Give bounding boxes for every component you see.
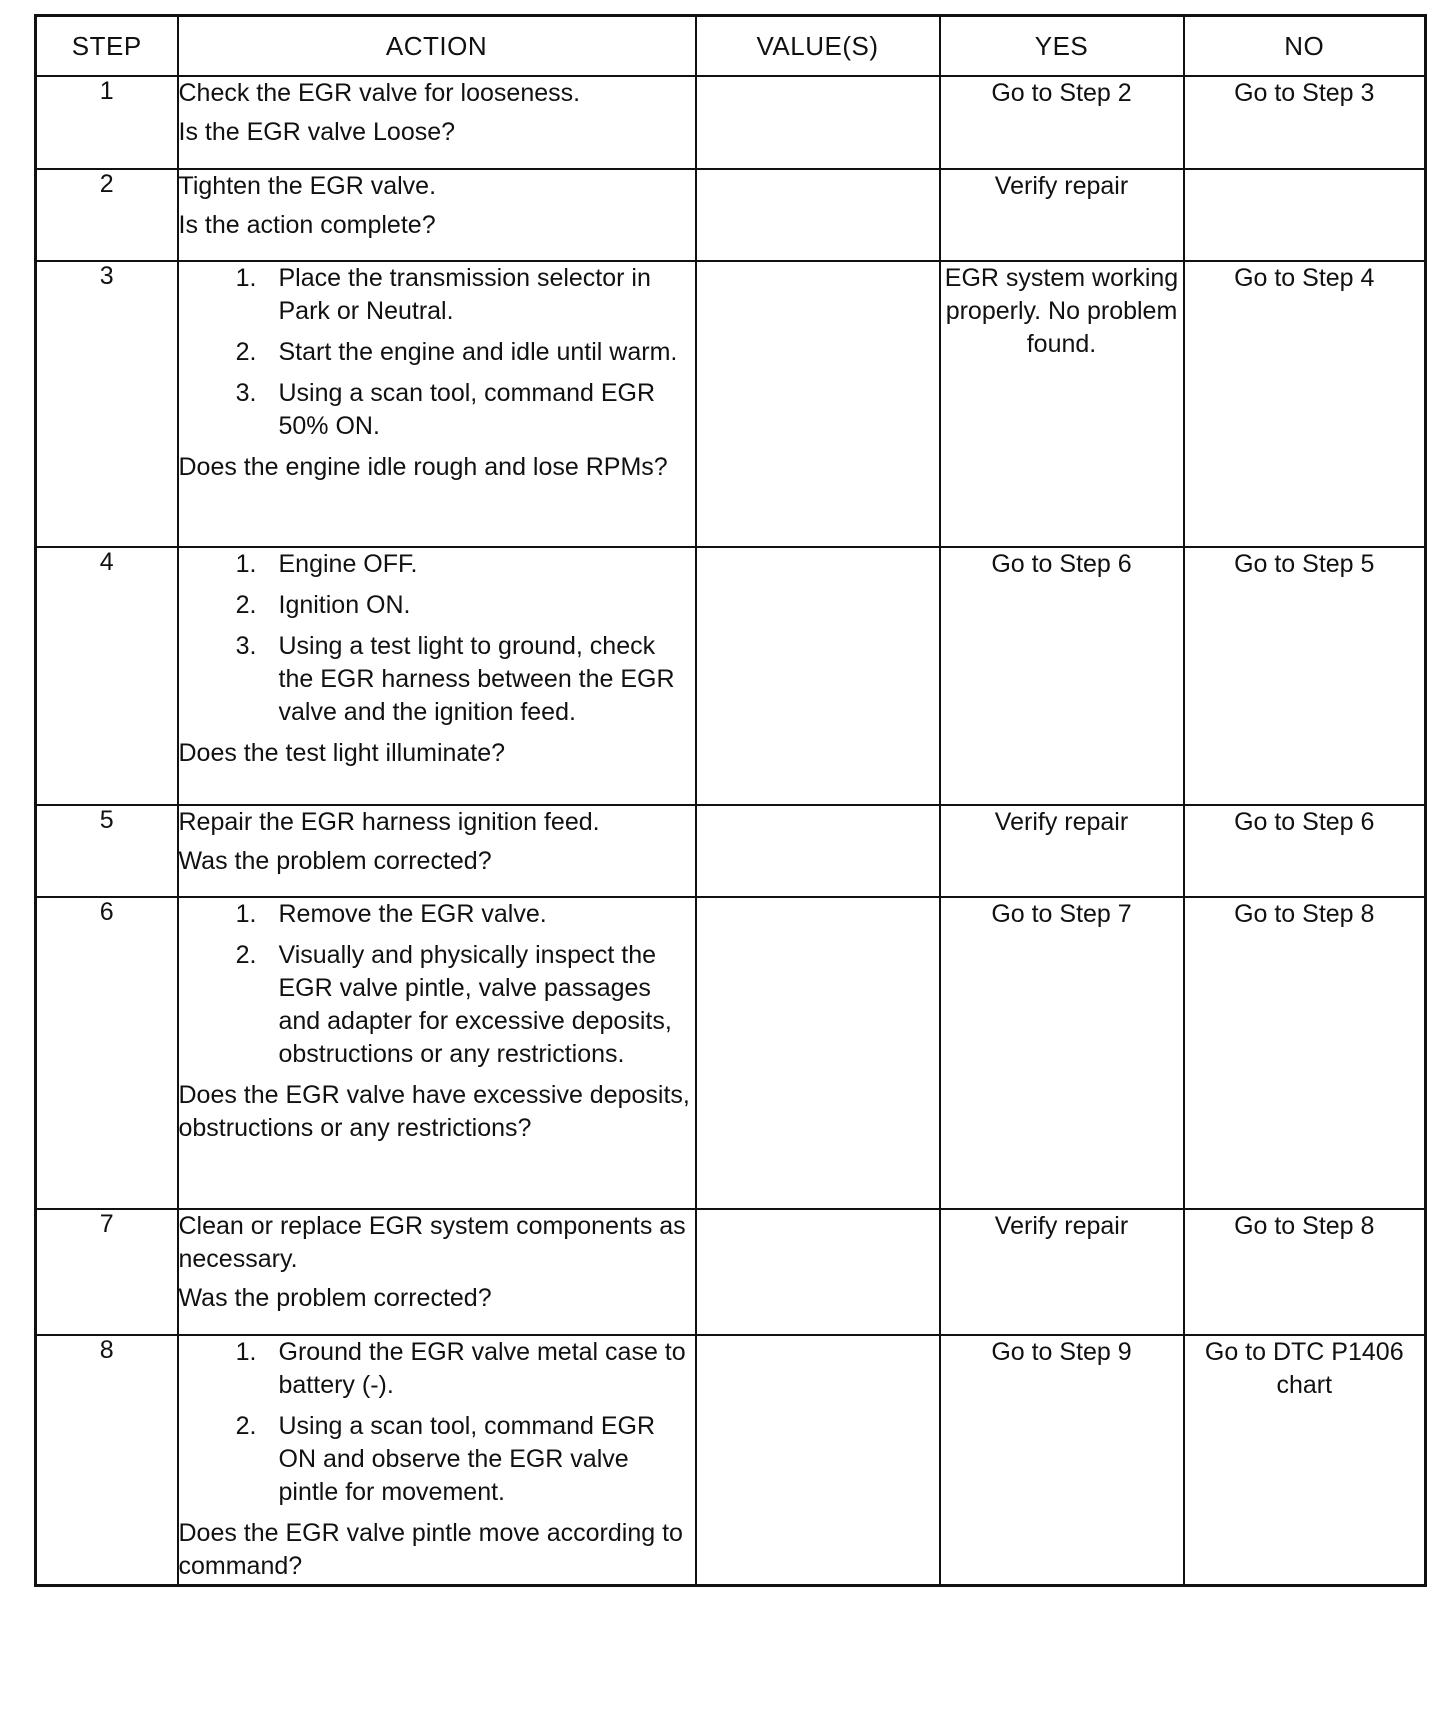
step-number: 7 — [36, 1209, 178, 1335]
substep-text: Remove the EGR valve. — [278, 900, 547, 928]
value-cell — [696, 169, 940, 261]
substep-list — [179, 548, 695, 729]
step-number: 6 — [36, 897, 178, 1209]
substep-text: Engine OFF. — [278, 550, 418, 578]
no-cell: Go to Step 4 — [1184, 261, 1426, 547]
list-item — [179, 1336, 695, 1402]
substep-number: 1. — [235, 1338, 257, 1366]
yes-cell: EGR system working properly. No problem found. — [940, 261, 1184, 547]
yes-cell: Go to Step 2 — [940, 76, 1184, 169]
action-cell — [178, 261, 696, 547]
list-item — [179, 548, 695, 581]
list-item — [179, 262, 695, 328]
list-item — [179, 630, 695, 729]
action-cell — [178, 547, 696, 805]
no-cell: Go to Step 3 — [1184, 76, 1426, 169]
action-text: Check the EGR valve for looseness. — [178, 79, 581, 107]
action-cell — [178, 76, 696, 169]
substep-number: 2. — [235, 591, 257, 619]
list-item — [179, 377, 695, 443]
yes-cell: Verify repair — [940, 169, 1184, 261]
no-cell: Go to Step 8 — [1184, 897, 1426, 1209]
value-cell — [696, 1209, 940, 1335]
action-question: Is the EGR valve Loose? — [178, 118, 456, 146]
header-step: STEP — [36, 16, 178, 77]
list-item — [179, 1410, 695, 1509]
action-question: Was the problem corrected? — [178, 1284, 492, 1312]
action-question: Was the problem corrected? — [178, 847, 492, 875]
no-cell: Go to Step 6 — [1184, 805, 1426, 897]
substep-text: Place the transmission selector in Park or Neutral. — [278, 264, 651, 325]
no-cell: Go to Step 5 — [1184, 547, 1426, 805]
step-number: 5 — [36, 805, 178, 897]
action-question: Does the engine idle rough and lose RPMs? — [178, 453, 668, 481]
table-row — [36, 261, 1426, 547]
action-question: Does the EGR valve pintle move according to command? — [178, 1519, 683, 1580]
table-row — [36, 805, 1426, 897]
table-row — [36, 897, 1426, 1209]
header-no: NO — [1184, 16, 1426, 77]
action-cell — [178, 1209, 696, 1335]
list-item — [179, 939, 695, 1071]
action-text: Clean or replace EGR system components as necessary. — [178, 1212, 686, 1273]
substep-text: Ignition ON. — [278, 591, 411, 619]
table-row — [36, 169, 1426, 261]
substep-number: 3. — [235, 632, 257, 660]
step-number: 1 — [36, 76, 178, 169]
table-row — [36, 1209, 1426, 1335]
action-text: Repair the EGR harness ignition feed. — [178, 808, 600, 836]
value-cell — [696, 261, 940, 547]
no-cell: Go to Step 8 — [1184, 1209, 1426, 1335]
header-yes: YES — [940, 16, 1184, 77]
no-cell: Go to DTC P1406 chart — [1184, 1335, 1426, 1585]
header-row — [36, 16, 1426, 77]
table-row — [36, 1335, 1426, 1585]
action-question: Does the EGR valve have excessive deposits, obstructions or any restrictions? — [178, 1081, 690, 1142]
step-number: 3 — [36, 261, 178, 547]
yes-cell: Go to Step 6 — [940, 547, 1184, 805]
action-question: Is the action complete? — [178, 211, 436, 239]
substep-list — [179, 898, 695, 1071]
table-row — [36, 547, 1426, 805]
yes-cell: Go to Step 7 — [940, 897, 1184, 1209]
step-number: 2 — [36, 169, 178, 261]
yes-cell: Verify repair — [940, 1209, 1184, 1335]
list-item — [179, 336, 695, 369]
value-cell — [696, 1335, 940, 1585]
list-item — [179, 898, 695, 931]
yes-cell: Verify repair — [940, 805, 1184, 897]
substep-list — [179, 1336, 695, 1509]
header-values: VALUE(S) — [696, 16, 940, 77]
substep-number: 3. — [235, 379, 257, 407]
action-question: Does the test light illuminate? — [178, 739, 506, 767]
table-row — [36, 76, 1426, 169]
substep-list — [179, 262, 695, 443]
action-cell — [178, 897, 696, 1209]
substep-number: 1. — [235, 900, 257, 928]
diagnostic-table — [34, 14, 1427, 1587]
action-cell — [178, 1335, 696, 1585]
substep-number: 2. — [235, 941, 257, 969]
substep-number: 2. — [235, 1412, 257, 1440]
action-cell — [178, 805, 696, 897]
substep-number: 1. — [235, 550, 257, 578]
action-text: Tighten the EGR valve. — [178, 172, 437, 200]
yes-cell: Go to Step 9 — [940, 1335, 1184, 1585]
step-number: 8 — [36, 1335, 178, 1585]
value-cell — [696, 897, 940, 1209]
value-cell — [696, 76, 940, 169]
substep-text: Ground the EGR valve metal case to battery (-). — [278, 1338, 686, 1399]
substep-text: Start the engine and idle until warm. — [278, 338, 678, 366]
value-cell — [696, 805, 940, 897]
substep-text: Visually and physically inspect the EGR valve pintle, valve passages and adapter for excessive deposits, obstructions or any restrictions. — [278, 941, 672, 1068]
diagnostic-table-page — [34, 14, 1424, 1587]
substep-text: Using a test light to ground, check the EGR harness between the EGR valve and the ignition feed. — [278, 632, 675, 726]
substep-number: 2. — [235, 338, 257, 366]
step-number: 4 — [36, 547, 178, 805]
action-cell — [178, 169, 696, 261]
substep-text: Using a scan tool, command EGR ON and observe the EGR valve pintle for movement. — [278, 1412, 656, 1506]
value-cell — [696, 547, 940, 805]
header-action: ACTION — [178, 16, 696, 77]
list-item — [179, 589, 695, 622]
no-cell — [1184, 169, 1426, 261]
substep-text: Using a scan tool, command EGR 50% ON. — [278, 379, 656, 440]
substep-number: 1. — [235, 264, 257, 292]
